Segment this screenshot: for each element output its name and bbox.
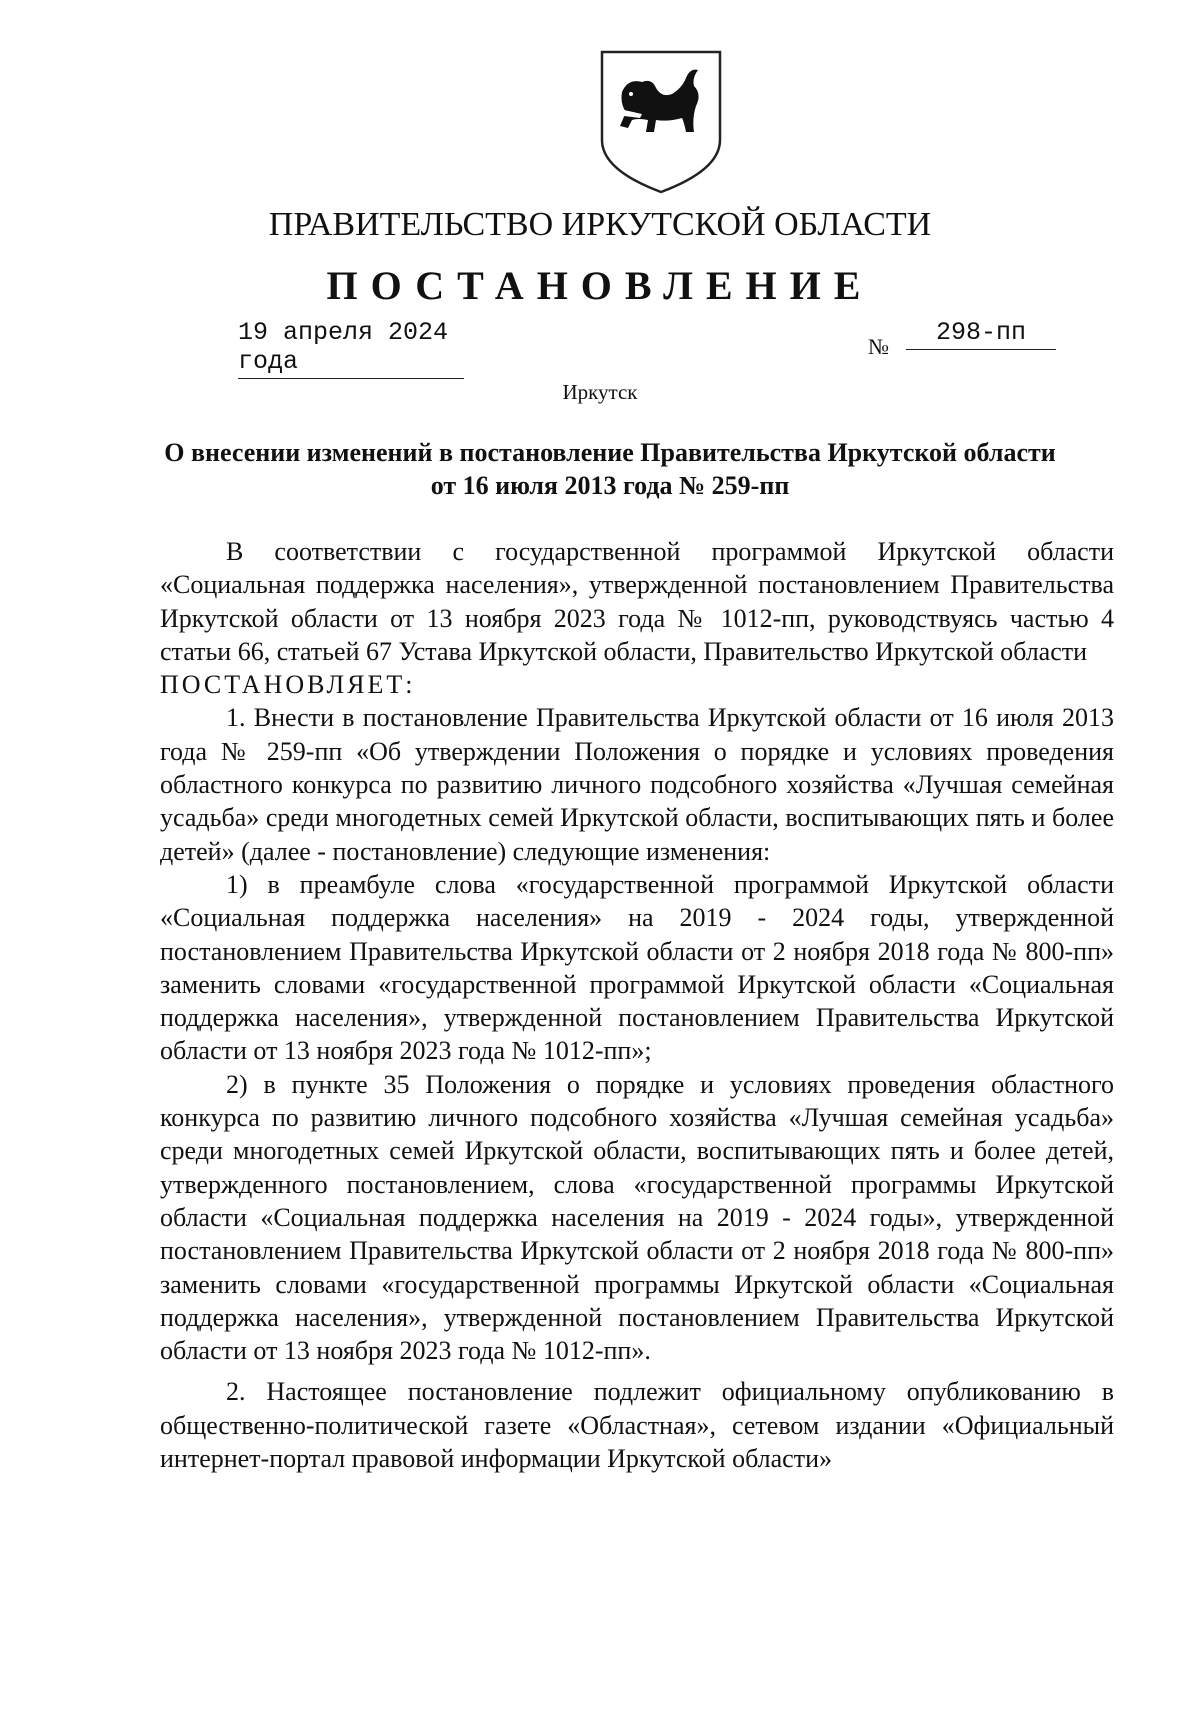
document-date: 19 апреля 2024 года [238,318,464,379]
document-type: ПОСТАНОВЛЕНИЕ [326,263,874,308]
document-body [160,535,1114,1475]
city: Иркутск [562,380,638,404]
intro-paragraph: В соответствии с государственной программой Иркутской области «Социальная поддержка населения», утвержденной постановлением Правительства Иркутской области от 13 ноября 2023 года № 1012-пп, руководствуясь частью 4 статьи 66, статьей 67 Устава Иркутской области, Правительство Иркутской области [160,537,1114,666]
decree-word: ПОСТАНОВЛЯЕТ: [160,670,416,700]
organization-name: ПРАВИТЕЛЬСТВО ИРКУТСКОЙ ОБЛАСТИ [268,206,932,243]
irkutsk-babr-coat-of-arms-icon [598,48,724,196]
document-number: 298-пп [906,318,1056,350]
item-1-paragraph: 1. Внести в постановление Правительства Иркутской области от 16 июля 2013 года № 259-пп «Об утверждении Положения о порядке и условиях проведения областного конкурса по развитию личного подсобного хозяйства «Лучшая семейная усадьба» среди многодетных семей Иркутской области, воспитывающих пять и более детей» (далее - постановление) следующие изменения: [160,703,1114,866]
document-title: О внесении изменений в постановление Правительства Иркутской области от 16 июля 2013 года № 259-пп [164,438,1056,500]
item-1-2-paragraph: 2) в пункте 35 Положения о порядке и условиях проведения областного конкурса по развитию личного подсобного хозяйства «Лучшая семейная усадьба» среди многодетных семей Иркутской области, воспитывающих пять и более детей, утвержденного постановлением, слова «государственной программы Иркутской области «Социальная поддержка населения на 2019 - 2024 годы», утвержденной постановлением Правительства Иркутской области от 2 ноября 2018 года № 800-пп» заменить словами «государственной программы Иркутской области «Социальная поддержка населения», утвержденной постановлением Правительства Иркутской области от 13 ноября 2023 года № 1012-пп». [160,1069,1114,1366]
item-2-paragraph: 2. Настоящее постановление подлежит официальному опубликованию в общественно-политической газете «Областная», сетевом издании «Официальный интернет-портал правовой информации Иркутской области» [160,1377,1114,1474]
number-sign: № [868,334,889,359]
item-1-1-paragraph: 1) в преамбуле слова «государственной программой Иркутской области «Социальная поддержка населения» на 2019 - 2024 годы, утвержденной постановлением Правительства Иркутской области от 2 ноября 2018 года № 800-пп» заменить словами «государственной программой Иркутской области «Социальная поддержка населения», утвержденной постановлением Правительства Иркутской области от 13 ноября 2023 года № 1012-пп»; [160,869,1114,1066]
